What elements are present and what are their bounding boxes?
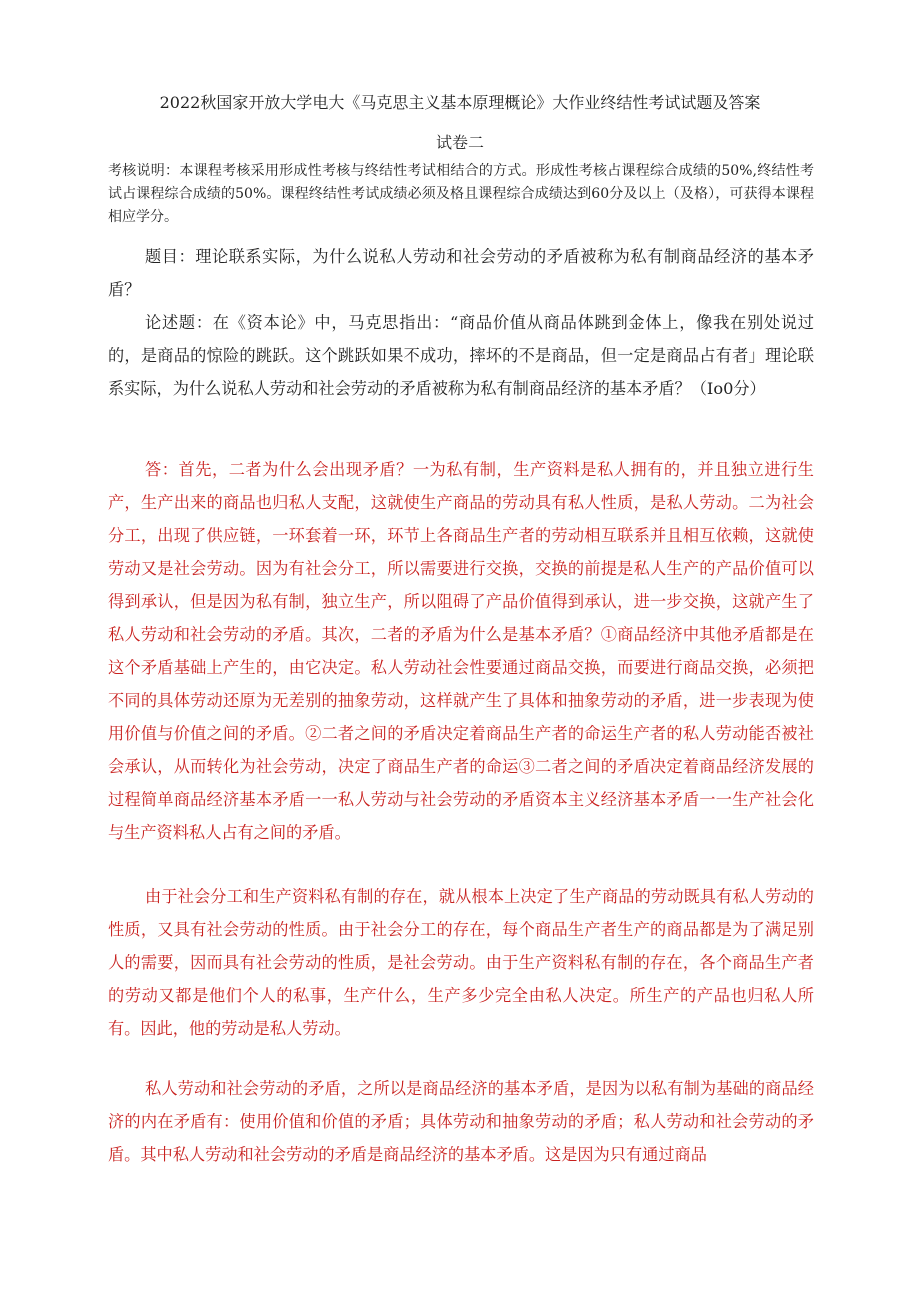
question-paragraph: 题目：理论联系实际，为什么说私人劳动和社会劳动的矛盾被称为私有制商品经济的基本矛盾？	[108, 247, 814, 299]
answer-paragraph-2: 由于社会分工和生产资料私有制的存在，就从根本上决定了生产商品的劳动既具有私人劳动的性质，又具有社会劳动的性质。由于社会分工的存在，每个商品生产者生产的商品都是为了满足别人的需要，因而具有社会劳动的性质，是社会劳动。由于生产资料私有制的存在，各个商品生产者的劳动又都是他们个人的私事，生产什么，生产多少完全由私人决定。所生产的产品也归私人所有。因此，他的劳动是私人劳动。	[108, 887, 814, 1038]
answer-paragraph: 答：首先，二者为什么会出现矛盾？一为私有制，生产资料是私人拥有的，并且独立进行生产，生产出来的商品也归私人支配，这就使生产商品的劳动具有私人性质，是私人劳动。二为社会分工，出现了供应链，一环套着一环，环节上各商品生产者的劳动相互联系并且相互依赖，这就使劳动又是社会劳动。因为有社会分工，所以需要进行交换，交换的前提是私人生产的产品价值可以得到承认，但是因为私有制，独立生产，所以阻碍了产品价值得到承认，进一步交换，这就产生了私人劳动和社会劳动的矛盾。其次，二者的矛盾为什么是基本矛盾？①商品经济中其他矛盾都是在这个矛盾基础上产生的，由它决定。私人劳动社会性要通过商品交换，而要进行商品交换，必须把不同的具体劳动还原为无差别的抽象劳动，这样就产生了具体和抽象劳动的矛盾，进一步表现为使用价值与价值之间的矛盾。②二者之间的矛盾决定着商品生产者的命运生产者的私人劳动能否被社会承认，从而转化为社会劳动，决定了商品生产者的命运③二者之间的矛盾决定着商品经济发展的过程简单商品经济基本矛盾一一私人劳动与社会劳动的矛盾资本主义经济基本矛盾一一生产社会化与生产资料私人占有之间的矛盾。	[108, 460, 814, 842]
exam-note: 考核说明：本课程考核采用形成性考核与终结性考试相结合的方式。形成性考核占课程综合成绩的50%,终结性考试占课程综合成绩的50%。课程终结性考试成绩必须及格且课程综合成绩达到60分及以上（及格），可获得本课程相应学分。	[108, 163, 814, 225]
essay-question-paragraph: 论述题：在《资本论》中，马克思指出：“商品价值从商品体跳到金体上，像我在别处说过的，是商品的惊险的跳跃。这个跳跃如果不成功，摔坏的不是商品，但一定是商品占有者」理论联系实际，为什么说私人劳动和社会劳动的矛盾被称为私有制商品经济的基本矛盾？（Io0分）	[108, 313, 814, 398]
document-title: 2022秋国家开放大学电大《马克思主义基本原理概论》大作业终结性考试试题及答案	[159, 93, 761, 112]
document-subtitle: 试卷二	[435, 133, 484, 152]
answer-paragraph-3: 私人劳动和社会劳动的矛盾，之所以是商品经济的基本矛盾，是因为以私有制为基础的商品经济的内在矛盾有：使用价值和价值的矛盾；具体劳动和抽象劳动的矛盾；私人劳动和社会劳动的矛盾。其中私人劳动和社会劳动的矛盾是商品经济的基本矛盾。这是因为只有通过商品	[108, 1079, 814, 1164]
